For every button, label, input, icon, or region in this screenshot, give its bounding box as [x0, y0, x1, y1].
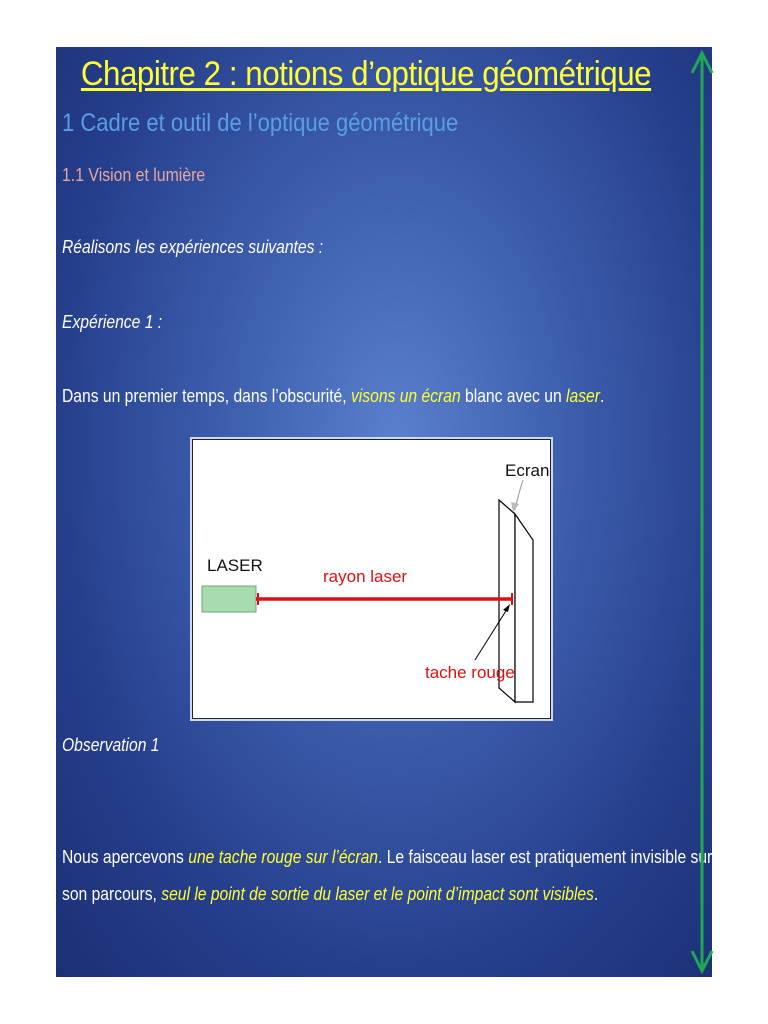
observation-line1 [62, 847, 712, 868]
observation-text-part4: . [593, 884, 599, 904]
slide [56, 47, 712, 977]
spot-label: tache rouge [425, 663, 515, 682]
laser-label: LASER [207, 556, 263, 575]
observation-text-part2: . Le faisceau laser est pratiquement invisible sur [378, 847, 712, 867]
section-heading: 1 Cadre et outil de l’optique géométrique [62, 109, 459, 137]
double-arrow-icon [680, 47, 724, 977]
experience-highlight-screen: visons un écran [350, 386, 461, 406]
laser-diagram [193, 440, 550, 718]
experience-text-part1: Dans un premier temps, dans l’obscurité, [62, 386, 351, 406]
experience-label: Expérience 1 : [62, 312, 163, 332]
laser-body [202, 586, 256, 612]
observation-text-part1: Nous apercevons [62, 847, 189, 867]
observation-highlight-visible: seul le point de sortie du laser et le point d’impact sont visibles [161, 884, 594, 904]
experience-text-part2: blanc avec un [460, 386, 567, 406]
experience-text-part3: . [599, 386, 605, 406]
screen-label: Ecran [505, 461, 550, 480]
observation-text-part3: son parcours, [62, 884, 162, 904]
observation-label: Observation 1 [62, 735, 160, 755]
laser-experiment-figure [192, 439, 551, 719]
beam-label: rayon laser [323, 567, 408, 586]
experience-description [62, 386, 604, 407]
subsection-heading: 1.1 Vision et lumière [62, 165, 206, 185]
observation-highlight-spot: une tache rouge sur l’écran [188, 847, 379, 867]
intro-text: Réalisons les expériences suivantes : [62, 237, 324, 257]
observation-line2 [62, 884, 598, 905]
slide-title: Chapitre 2 : notions d’optique géométrique [80, 55, 652, 93]
experience-highlight-laser: laser [566, 386, 600, 406]
screen-side [515, 514, 533, 702]
